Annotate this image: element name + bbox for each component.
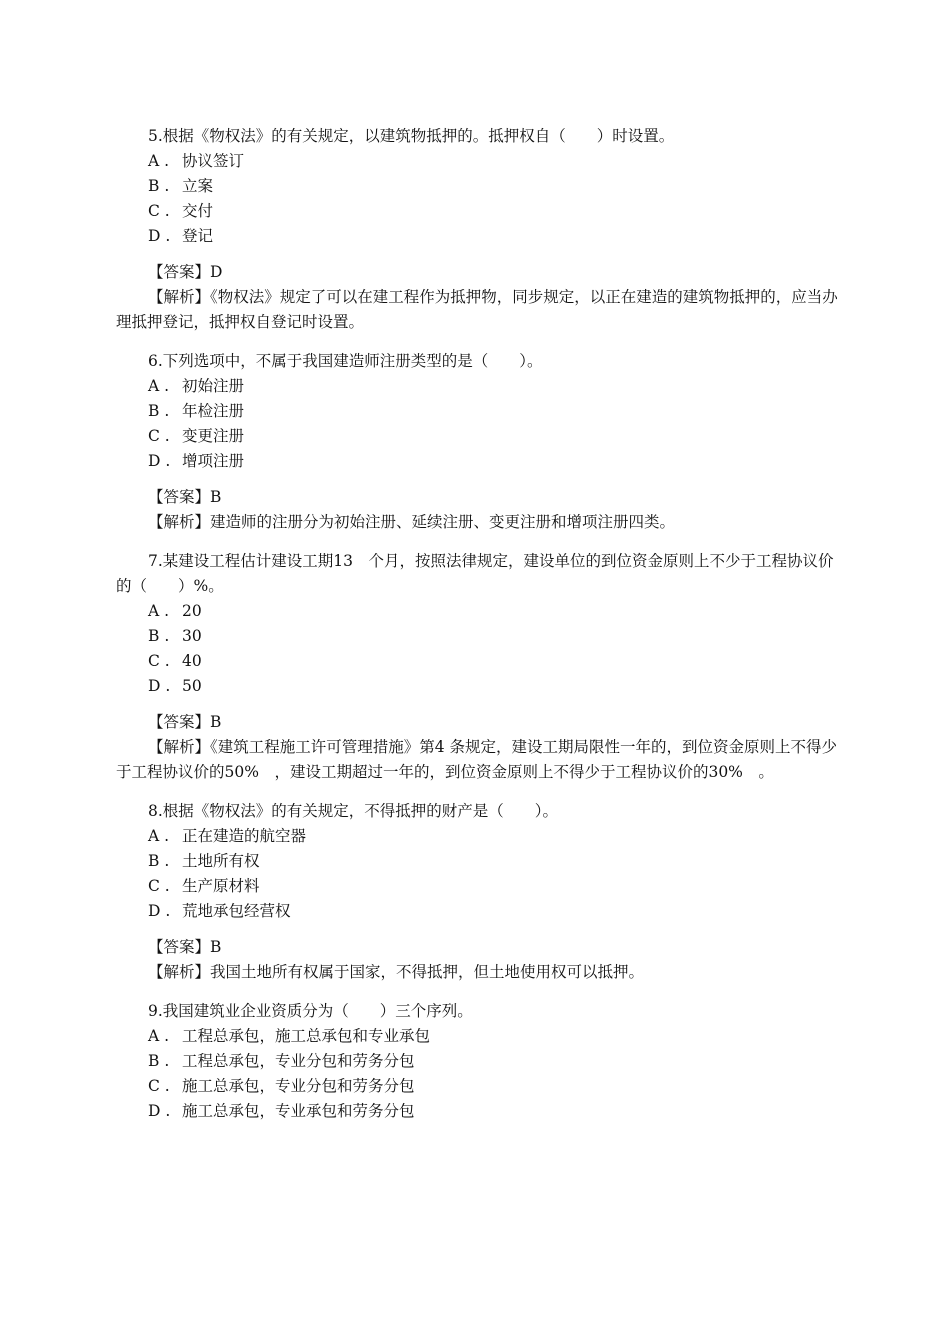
option-letter: C . [148,427,170,445]
option-a [116,374,846,399]
option-letter: B . [148,852,170,870]
option-letter: D . [148,902,171,920]
option-text: 工程总承包，专业分包和劳务分包 [182,1052,415,1070]
option-text: 增项注册 [182,452,245,470]
option-a [116,599,846,624]
option-text: 初始注册 [182,377,245,395]
option-letter: C . [148,202,170,220]
option-text: 工程总承包，施工总承包和专业承包 [182,1027,431,1045]
analysis: 【解析】建造师的注册分为初始注册、延续注册、变更注册和增项注册四类。 [148,513,676,531]
option-text: 20 [182,602,202,620]
option-letter: B . [148,1052,170,1070]
option-list [116,824,846,924]
question-7 [116,549,846,785]
option-letter: A . [148,377,170,395]
option-text: 立案 [182,177,214,195]
option-letter: A . [148,152,170,170]
option-text: 协议签订 [182,152,245,170]
option-d [116,449,846,474]
option-a [116,149,846,174]
question-stem: 8.根据《物权法》的有关规定，不得抵押的财产是（ ）。 [148,802,559,820]
answer: 【答案】D [148,263,223,281]
answer: 【答案】B [148,713,222,731]
option-letter: D . [148,227,171,245]
option-text: 50 [182,677,202,695]
option-d [116,1099,846,1124]
option-text: 荒地承包经营权 [182,902,291,920]
question-6 [116,349,846,535]
option-b [116,174,846,199]
option-c [116,424,846,449]
question-8 [116,799,846,985]
option-c [116,199,846,224]
option-letter: A . [148,602,170,620]
option-letter: B . [148,627,170,645]
question-stem: 6.下列选项中，不属于我国建造师注册类型的是（ ）。 [148,352,543,370]
option-d [116,224,846,249]
option-text: 施工总承包，专业分包和劳务分包 [182,1077,415,1095]
option-c [116,874,846,899]
option-letter: C . [148,877,170,895]
option-letter: D . [148,1102,171,1120]
option-c [116,1074,846,1099]
option-text: 30 [182,627,202,645]
analysis: 【解析】我国土地所有权属于国家，不得抵押，但土地使用权可以抵押。 [148,963,645,981]
option-c [116,649,846,674]
analysis: 【解析】《物权法》规定了可以在建工程作为抵押物，同步规定，以正在建造的建筑物抵押的，应当办理抵押登记，抵押权自登记时设置。 [116,288,838,331]
option-text: 登记 [182,227,214,245]
question-stem: 9.我国建筑业企业资质分为（ ）三个序列。 [148,1002,473,1020]
option-a [116,824,846,849]
exam-content [116,124,846,1124]
answer: 【答案】B [148,488,222,506]
question-9 [116,999,846,1124]
answer: 【答案】B [148,938,222,956]
option-letter: C . [148,652,170,670]
analysis: 【解析】《建筑工程施工许可管理措施》第4 条规定，建设工期局限性一年的，到位资金原则上不得少于工程协议价的50% ，建设工期超过一年的，到位资金原则上不得少于工程协议价的30% 。 [116,738,838,781]
option-b [116,849,846,874]
option-text: 变更注册 [182,427,245,445]
option-b [116,1049,846,1074]
option-text: 正在建造的航空器 [182,827,307,845]
option-text: 40 [182,652,202,670]
question-stem: 7.某建设工程估计建设工期13 个月，按照法律规定，建设单位的到位资金原则上不少于工程协议价的（ ）%。 [116,552,834,595]
option-text: 生产原材料 [182,877,260,895]
option-letter: C . [148,1077,170,1095]
option-letter: A . [148,827,170,845]
option-b [116,624,846,649]
option-list [116,374,846,474]
option-letter: D . [148,677,171,695]
question-stem: 5.根据《物权法》的有关规定，以建筑物抵押的。抵押权自（ ）时设置。 [148,127,675,145]
option-b [116,399,846,424]
option-d [116,899,846,924]
option-text: 交付 [182,202,214,220]
option-list [116,1024,846,1124]
option-d [116,674,846,699]
option-a [116,1024,846,1049]
option-list [116,599,846,699]
question-5 [116,124,846,335]
option-letter: A . [148,1027,170,1045]
option-letter: B . [148,402,170,420]
option-letter: D . [148,452,171,470]
option-text: 施工总承包，专业承包和劳务分包 [182,1102,415,1120]
option-text: 年检注册 [182,402,245,420]
option-letter: B . [148,177,170,195]
option-list [116,149,846,249]
option-text: 土地所有权 [182,852,260,870]
